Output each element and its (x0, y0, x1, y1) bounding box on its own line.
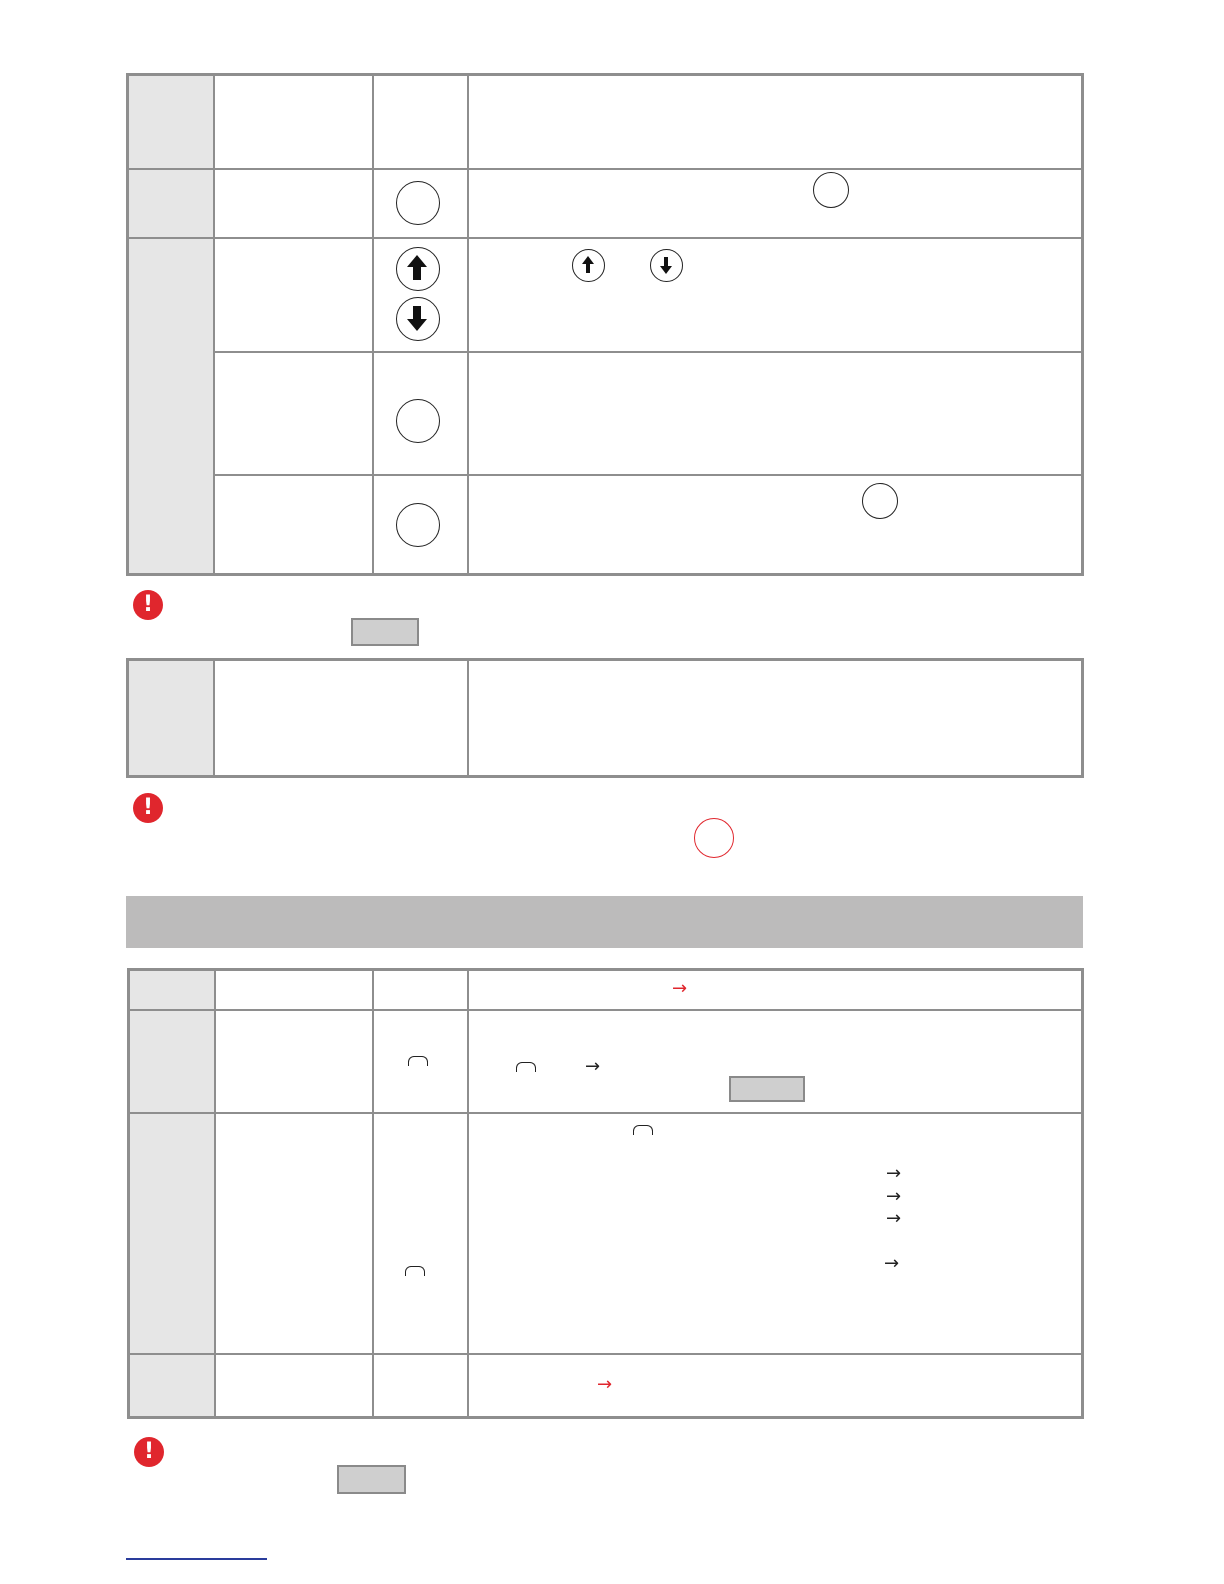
right-arrow-icon: → (585, 1056, 601, 1077)
inline-down-arrow-icon (650, 249, 683, 282)
keycap-icon (405, 1266, 425, 1276)
instruction-table-1 (126, 73, 1084, 576)
round-button-icon (396, 181, 440, 225)
exclamation-icon: ! (133, 793, 163, 823)
inline-round-button-icon (813, 172, 849, 208)
round-button-icon (396, 399, 440, 443)
display-indicator (351, 618, 419, 646)
step-column (129, 661, 215, 775)
exclamation-icon: ! (134, 1437, 164, 1467)
up-arrow-button-icon (396, 247, 440, 291)
red-right-arrow-icon: → (672, 978, 688, 999)
right-arrow-icon: → (886, 1208, 902, 1229)
inline-round-button-icon (862, 483, 898, 519)
red-right-arrow-icon: → (597, 1374, 613, 1395)
red-round-button-icon (694, 818, 734, 858)
section-header-banner (126, 896, 1083, 948)
round-button-icon (396, 503, 440, 547)
display-indicator (337, 1465, 406, 1494)
instruction-table-2 (126, 658, 1084, 778)
right-arrow-icon: → (886, 1186, 902, 1207)
instruction-table-3 (127, 968, 1084, 1419)
keycap-icon (408, 1056, 428, 1066)
exclamation-icon: ! (133, 590, 163, 620)
right-arrow-icon: → (884, 1253, 900, 1274)
right-arrow-icon: → (886, 1163, 902, 1184)
down-arrow-button-icon (396, 297, 440, 341)
display-indicator (729, 1076, 805, 1102)
step-column (130, 971, 216, 1416)
inline-up-arrow-icon (572, 249, 605, 282)
keycap-icon (516, 1062, 536, 1072)
step-column (129, 76, 215, 573)
keycap-icon (633, 1125, 653, 1135)
footer-link-underline[interactable] (126, 1558, 267, 1560)
